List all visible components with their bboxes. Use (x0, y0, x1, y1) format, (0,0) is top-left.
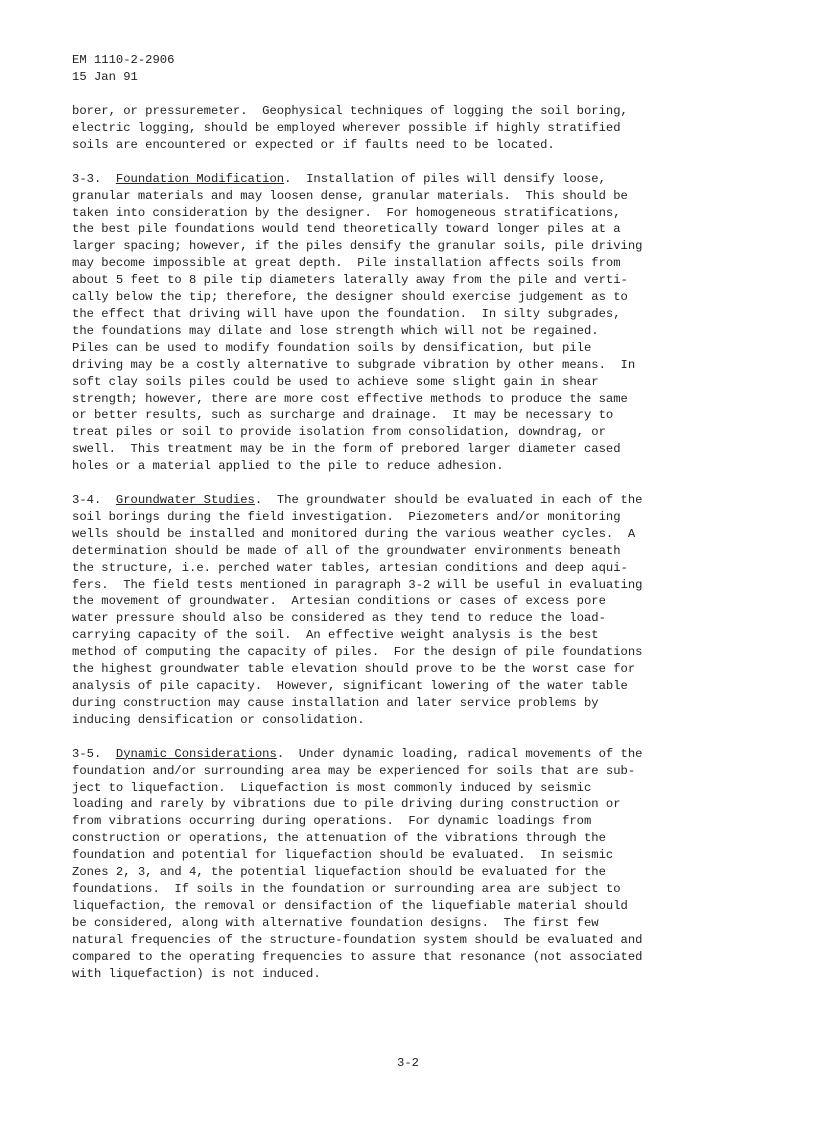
text-line: cally below the tip; therefore, the designer should exercise judgement as to (72, 290, 628, 305)
text-line: swell. This treatment may be in the form of prebored larger diameter cased (72, 442, 621, 457)
text-line: electric logging, should be employed wherever possible if highly stratified (72, 120, 621, 135)
text-line: driving may be a costly alternative to subgrade vibration by other means. In (72, 357, 636, 372)
text-line: during construction may cause installation and later service problems by (72, 695, 599, 710)
section-first-line (72, 171, 762, 188)
text-line: be considered, along with alternative foundation designs. The first few (72, 915, 599, 930)
text-line: strength; however, there are more cost effective methods to produce the same (72, 391, 628, 406)
text-line: liquefaction, the removal or densifaction of the liquefiable material should (72, 898, 628, 913)
text-line: construction or operations, the attenuation of the vibrations through the (72, 831, 606, 846)
text-line: carrying capacity of the soil. An effective weight analysis is the best (72, 628, 599, 643)
text-line: granular materials and may loosen dense, granular materials. This should be (72, 188, 628, 203)
text-line: foundation and potential for liquefaction should be evaluated. In seismic (72, 848, 614, 863)
section-title: Dynamic Considerations (115, 746, 277, 761)
text-line: taken into consideration by the designer. For homogeneous stratifications, (72, 205, 621, 220)
text-line: the foundations may dilate and lose strength which will not be regained. (72, 323, 599, 338)
page-number: 3-2 (397, 1056, 419, 1070)
section-3-5-dynamic-considerations (72, 746, 762, 983)
text-line: the structure, i.e. perched water tables, artesian conditions and deep aqui- (72, 560, 628, 575)
text-line: from vibrations occurring during operations. For dynamic loadings from (72, 814, 592, 829)
text-line: natural frequencies of the structure-foundation system should be evaluated and (72, 932, 643, 947)
text-line: compared to the operating frequencies to assure that resonance (not associated (72, 949, 643, 964)
text-line: . Under dynamic loading, radical movements of the (276, 746, 643, 761)
text-line: the highest groundwater table elevation should prove to be the worst case for (72, 662, 636, 677)
section-first-line (72, 746, 762, 763)
text-line: the movement of groundwater. Artesian conditions or cases of excess pore (72, 594, 606, 609)
section-title: Groundwater Studies (115, 493, 255, 508)
text-line: holes or a material applied to the pile to reduce adhesion. (72, 459, 504, 474)
text-line: foundations. If soils in the foundation or surrounding area are subject to (72, 881, 621, 896)
text-line: with liquefaction) is not induced. (72, 966, 321, 981)
text-line: may become impossible at great depth. Pile installation affects soils from (72, 256, 621, 271)
text-line: borer, or pressuremeter. Geophysical techniques of logging the soil boring, (72, 104, 628, 118)
text-line: water pressure should also be considered as they tend to reduce the load- (72, 611, 606, 626)
text-line: . The groundwater should be evaluated in each of the (254, 493, 643, 508)
text-line: larger spacing; however, if the piles densify the granular soils, pile driving (72, 239, 643, 254)
text-line: the best pile foundations would tend theoretically toward longer piles at a (72, 222, 621, 237)
section-number: 3-5. (72, 746, 102, 761)
section-number: 3-4. (72, 493, 102, 508)
text-line: soft clay soils piles could be used to achieve some slight gain in shear (72, 374, 599, 389)
text-line: fers. The field tests mentioned in paragraph 3-2 will be useful in evaluating (72, 577, 643, 592)
section-title: Foundation Modification (115, 171, 285, 186)
text-line: inducing densification or consolidation. (72, 712, 365, 727)
text-line: soil borings during the field investigation. Piezometers and/or monitoring (72, 509, 621, 524)
text-line: soils are encountered or expected or if faults need to be located. (72, 137, 555, 152)
document-number: EM 1110-2-2906 (72, 53, 175, 67)
text-line: analysis of pile capacity. However, significant lowering of the water table (72, 679, 628, 693)
intro-paragraph (72, 103, 762, 154)
text-line: treat piles or soil to provide isolation from consolidation, downdrag, or (72, 425, 606, 440)
text-line: foundation and/or surrounding area may be experienced for soils that are sub- (72, 763, 636, 778)
text-line: or better results, such as surcharge and drainage. It may be necessary to (72, 408, 614, 423)
section-first-line (72, 492, 762, 509)
document-page (72, 52, 762, 982)
document-header (72, 52, 762, 86)
document-date: 15 Jan 91 (72, 70, 138, 84)
text-line: method of computing the capacity of piles. For the design of pile foundations (72, 645, 643, 660)
section-3-4-groundwater-studies (72, 492, 762, 729)
text-line: the effect that driving will have upon the foundation. In silty subgrades, (72, 306, 621, 321)
text-line: ject to liquefaction. Liquefaction is most commonly induced by seismic (72, 780, 592, 795)
text-line: wells should be installed and monitored during the various weather cycles. A (72, 526, 636, 541)
text-line: . Installation of piles will densify loose, (284, 171, 606, 186)
text-line: about 5 feet to 8 pile tip diameters laterally away from the pile and verti- (72, 273, 628, 288)
text-line: loading and rarely by vibrations due to pile driving during construction or (72, 797, 621, 812)
text-line: Piles can be used to modify foundation soils by densification, but pile (72, 340, 592, 355)
text-line: determination should be made of all of the groundwater environments beneath (72, 543, 621, 558)
text-line: Zones 2, 3, and 4, the potential liquefaction should be evaluated for the (72, 865, 606, 880)
section-number: 3-3. (72, 171, 102, 186)
section-3-3-foundation-modification (72, 171, 762, 475)
